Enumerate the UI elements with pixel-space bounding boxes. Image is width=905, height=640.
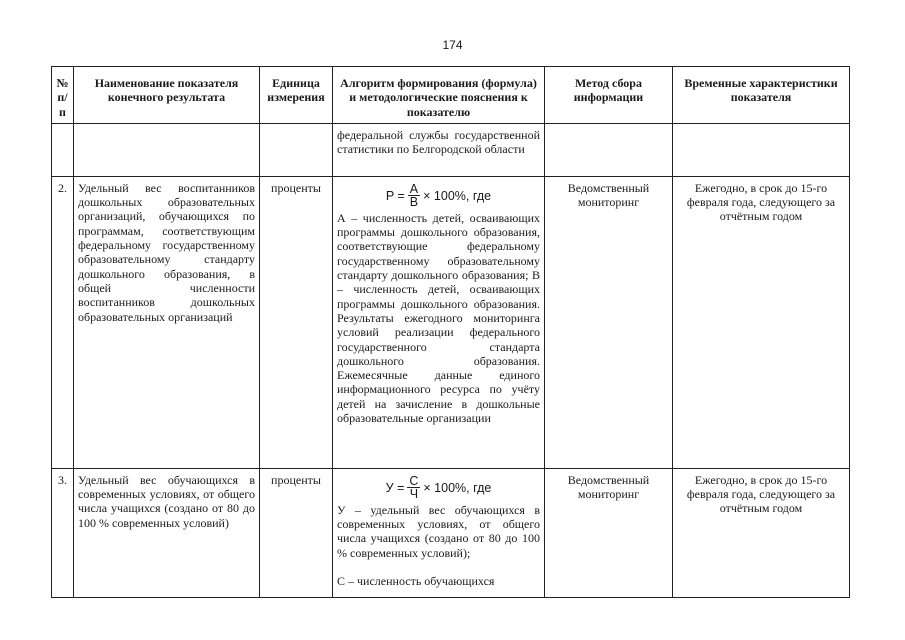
cell-unit: проценты: [260, 176, 333, 468]
formula-rhs: × 100%, где: [423, 188, 492, 203]
header-unit: Единица измерения: [260, 67, 333, 124]
cell-algorithm: [333, 176, 545, 468]
cell-num: 2.: [52, 176, 74, 468]
cell-unit: [260, 123, 333, 176]
formula-fraction: [407, 475, 420, 500]
cell-algorithm: федеральной службы государственной статистики по Белгородской области: [333, 123, 545, 176]
cell-timing: Ежегодно, в срок до 15-го февраля года, следующего за отчётным годом: [673, 468, 850, 597]
cell-method: Ведомственный мониторинг: [545, 468, 673, 597]
algorithm-text: У – удельный вес обучающихся в современных условиях, от общего числа учащихся (создано от 80 до 100 % современных условий);: [337, 502, 540, 560]
cell-method: [545, 123, 673, 176]
algorithm-text: А – численность детей, осваивающих программы дошкольного образования, соответствующие федеральному государственному образовательному стандарту дошкольного образования; В – численность детей, осваивающих программы дошкольного образования. Результаты ежегодного мониторинга условий реализации федерального государственного стандарта дошкольного образования. Ежемесячные данные единого информационного ресурса по учёту детей на зачисление в дошкольные образовательные организации: [337, 210, 540, 426]
cell-algorithm: [333, 468, 545, 597]
formula-numerator: С: [409, 474, 419, 489]
header-timing: Временные характеристики показателя: [673, 67, 850, 124]
page-number: 174: [442, 38, 463, 52]
cell-num: 3.: [52, 468, 74, 597]
table-row: [52, 123, 850, 176]
formula: [337, 181, 540, 211]
header-method: Метод сбора информации: [545, 67, 673, 124]
table-header-row: [52, 67, 850, 124]
cell-unit: проценты: [260, 468, 333, 597]
formula-denominator: Ч: [409, 487, 419, 502]
header-name: Наименование показателя конечного результата: [74, 67, 260, 124]
cell-timing: Ежегодно, в срок до 15-го февраля года, следующего за отчётным годом: [673, 176, 850, 468]
formula-numerator: A: [409, 182, 419, 197]
indicators-table: [51, 66, 850, 598]
cell-timing: [673, 123, 850, 176]
formula-lhs: P =: [385, 188, 405, 203]
header-num: № п/п: [52, 67, 74, 124]
cell-name: [74, 123, 260, 176]
formula-fraction: [408, 183, 420, 208]
cell-name: Удельный вес обучающихся в современных условиях, от общего числа учащихся (создано от 80 до 100 % современных условий): [74, 468, 260, 597]
cell-method: Ведомственный мониторинг: [545, 176, 673, 468]
table-row: [52, 176, 850, 468]
cell-num: [52, 123, 74, 176]
formula-denominator: B: [409, 195, 419, 210]
table-row: [52, 468, 850, 597]
header-algorithm: Алгоритм формирования (формула) и методологические пояснения к показателю: [333, 67, 545, 124]
formula-rhs: × 100%, где: [423, 480, 492, 495]
cell-name: Удельный вес воспитанников дошкольных образовательных организаций, обучающихся по программам, соответствующим федеральному государственному образовательному стандарту дошкольного образования, в общей численности воспитанников дошкольных образовательных организаций: [74, 176, 260, 468]
formula-lhs: У =: [385, 480, 405, 495]
formula: [337, 473, 540, 503]
algorithm-text-2: С – численность обучающихся: [337, 574, 495, 589]
